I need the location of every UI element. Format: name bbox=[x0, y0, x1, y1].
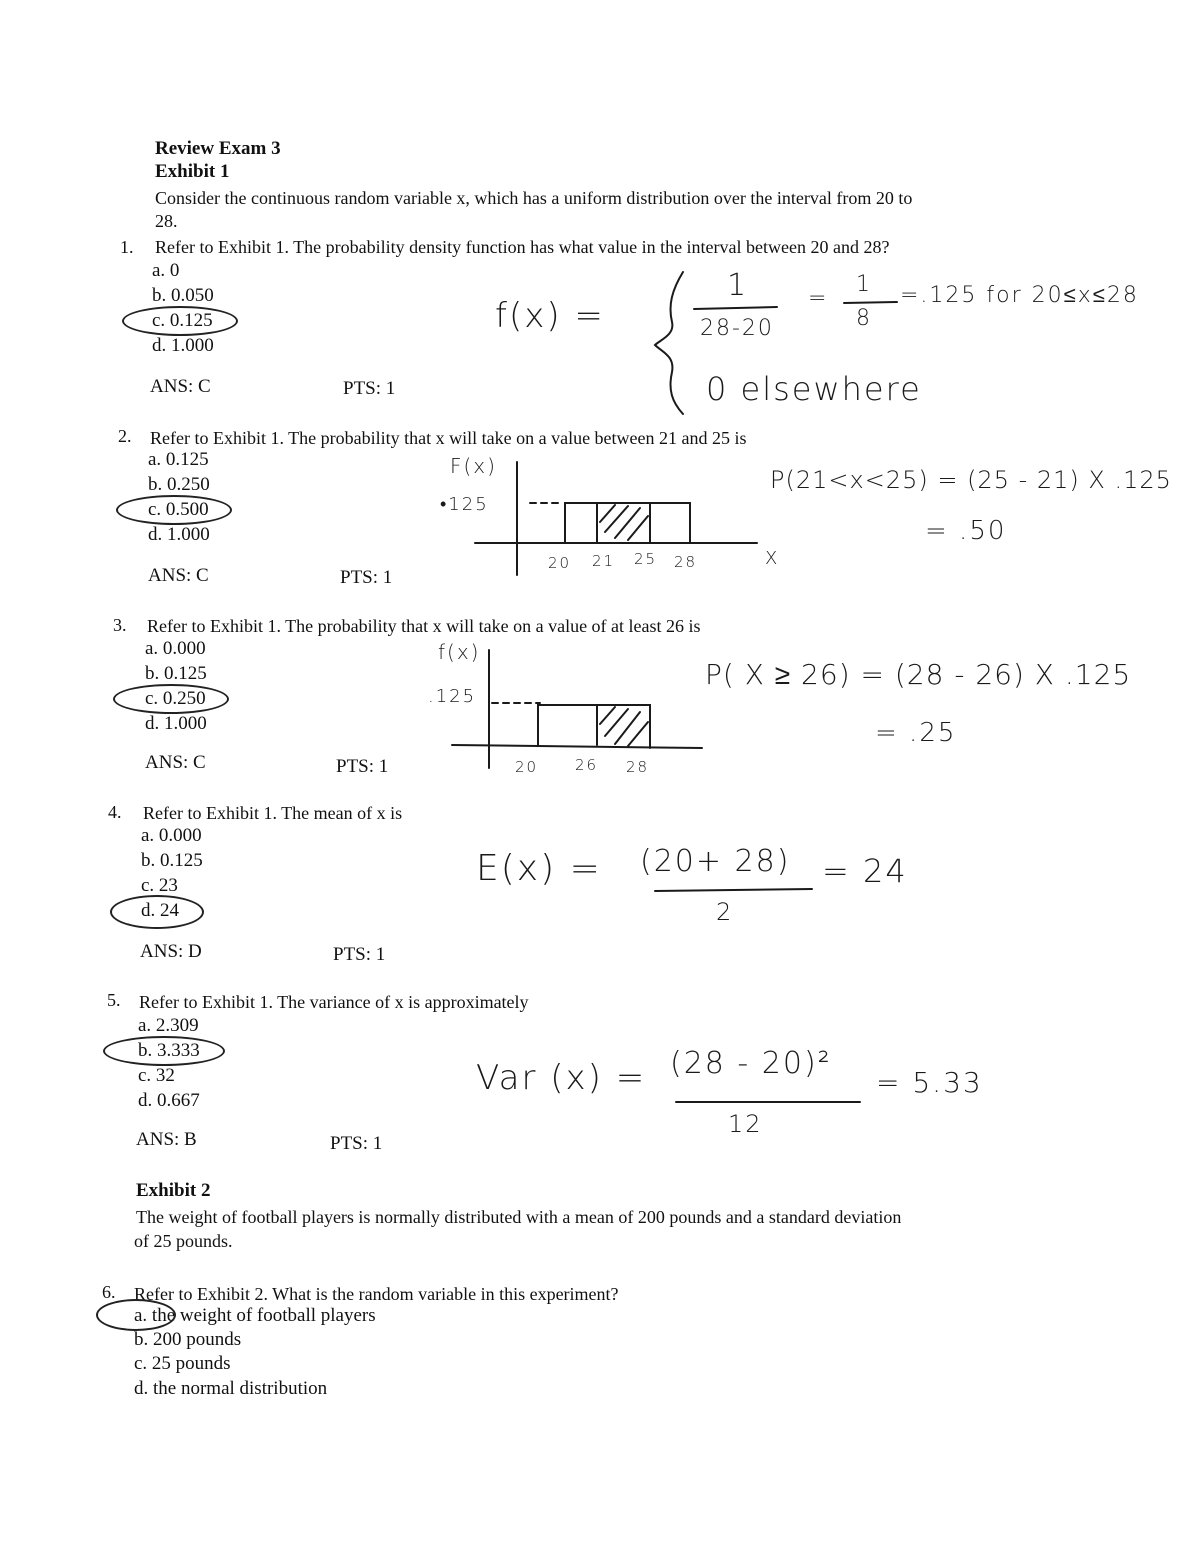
question-number: 2. bbox=[118, 426, 132, 446]
points: PTS: 1 bbox=[330, 1133, 383, 1154]
exhibit1-text-line2: 28. bbox=[155, 211, 178, 231]
hw-q5-result: = 5.33 bbox=[876, 1066, 983, 1099]
hw-q1-den2: 8 bbox=[856, 306, 872, 331]
hw-q3-tick-28: 28 bbox=[626, 758, 650, 776]
hw-q4-den: 2 bbox=[716, 898, 734, 926]
option-d: d. 1.000 bbox=[148, 524, 210, 545]
points: PTS: 1 bbox=[343, 378, 396, 399]
hw-q1-fx: f(x) = bbox=[495, 296, 605, 336]
hw-q3-tick-20: 20 bbox=[515, 758, 539, 776]
option-c: c. 23 bbox=[141, 875, 178, 896]
hw-q1-num2: 1 bbox=[856, 272, 872, 297]
points: PTS: 1 bbox=[333, 944, 386, 965]
points: PTS: 1 bbox=[340, 567, 393, 588]
answer-key: ANS: D bbox=[140, 941, 202, 962]
hw-q1-num: 1 bbox=[727, 268, 749, 303]
answer-key: ANS: C bbox=[148, 565, 209, 586]
hw-q4-fraction-bar bbox=[655, 889, 812, 891]
answer-key: ANS: B bbox=[136, 1129, 197, 1150]
exhibit2-label: Exhibit 2 bbox=[136, 1180, 211, 1201]
hw-q3-hatch bbox=[600, 707, 615, 724]
hw-q3-rect bbox=[538, 705, 650, 748]
hw-q1-else: 0 elsewhere bbox=[706, 370, 922, 408]
hw-q1-eq: = bbox=[808, 286, 829, 311]
question-text: Refer to Exhibit 1. The mean of x is bbox=[143, 803, 403, 823]
option-a: a. 2.309 bbox=[138, 1015, 199, 1036]
option-d: d. 0.667 bbox=[138, 1090, 200, 1111]
hw-q3-fx: f(x) bbox=[438, 640, 481, 664]
option-d: d. 1.000 bbox=[145, 713, 207, 734]
option-d: d. 1.000 bbox=[152, 335, 214, 356]
option-b: b. 0.050 bbox=[152, 285, 214, 306]
hw-q2-tick-20: 20 bbox=[548, 554, 572, 572]
option-a: a. 0.000 bbox=[145, 638, 206, 659]
option-b: b. 0.125 bbox=[141, 850, 203, 871]
hw-q4-ex: E(x) = bbox=[476, 848, 602, 889]
hw-q1-den: 28-20 bbox=[700, 316, 774, 341]
hw-q2-tick-25: 25 bbox=[634, 550, 658, 568]
option-a: a. the weight of football players bbox=[134, 1305, 376, 1326]
question-number: 1. bbox=[120, 237, 134, 257]
hw-q3-result: = .25 bbox=[875, 718, 957, 748]
hw-q5-num: (28 - 20)² bbox=[670, 1046, 832, 1081]
hw-q1-fraction-bar2 bbox=[844, 302, 897, 303]
hw-q3-prob: P( X ≥ 26) = (28 - 26) X .125 bbox=[705, 658, 1132, 691]
option-a: a. 0.125 bbox=[148, 449, 209, 470]
hw-q2-fx: F(x) bbox=[450, 454, 497, 478]
option-b: b. 0.125 bbox=[145, 663, 207, 684]
exhibit2-text-line2: of 25 pounds. bbox=[134, 1231, 233, 1251]
question-text: Refer to Exhibit 1. The probability density function has what value in the interval between 20 and 28? bbox=[155, 237, 890, 257]
exhibit1-text-line1: Consider the continuous random variable x, which has a uniform distribution over the interval from 20 to bbox=[155, 188, 913, 208]
question-text: Refer to Exhibit 2. What is the random variable in this experiment? bbox=[134, 1284, 619, 1304]
hw-q1-brace bbox=[655, 272, 683, 414]
hw-q2-hatch bbox=[615, 508, 640, 538]
question-number: 4. bbox=[108, 802, 122, 822]
option-c: c. 32 bbox=[138, 1065, 175, 1086]
hw-q3-hatch bbox=[615, 712, 640, 744]
question-text: Refer to Exhibit 1. The probability that x will take on a value between 21 and 25 is bbox=[150, 428, 747, 448]
option-a: a. 0 bbox=[152, 260, 180, 281]
option-c: c. 0.125 bbox=[152, 310, 213, 331]
option-d: d. the normal distribution bbox=[134, 1378, 328, 1399]
option-c: c. 0.250 bbox=[145, 688, 206, 709]
question-text: Refer to Exhibit 1. The variance of x is approximately bbox=[139, 992, 529, 1012]
points: PTS: 1 bbox=[336, 756, 389, 777]
hw-q1-result: =.125 for 20≤x≤28 bbox=[900, 283, 1139, 308]
hw-q5-den: 12 bbox=[728, 1110, 763, 1138]
hw-q4-result: = 24 bbox=[822, 852, 908, 890]
hw-q4-num: (20+ 28) bbox=[640, 844, 791, 879]
hw-q2-tick-28: 28 bbox=[674, 553, 698, 571]
question-number: 5. bbox=[107, 990, 121, 1010]
exhibit2-text-line1: The weight of football players is normally distributed with a mean of 200 pounds and a standard deviation bbox=[136, 1207, 902, 1227]
hw-q5-var: Var (x) = bbox=[476, 1058, 647, 1098]
option-c: c. 25 pounds bbox=[134, 1353, 231, 1374]
option-b: b. 3.333 bbox=[138, 1040, 200, 1061]
hw-q1-fraction-bar bbox=[694, 307, 777, 309]
option-d: d. 24 bbox=[141, 900, 179, 921]
question-number: 3. bbox=[113, 615, 127, 635]
hw-q2-xlabel: X bbox=[765, 548, 780, 569]
option-c: c. 0.500 bbox=[148, 499, 209, 520]
exhibit1-label: Exhibit 1 bbox=[155, 161, 230, 182]
hw-q2-height: •125 bbox=[440, 494, 489, 515]
hw-q2-hatch bbox=[600, 505, 615, 522]
hw-q3-height: .125 bbox=[428, 686, 477, 707]
page-title: Review Exam 3 bbox=[155, 138, 281, 159]
hw-q2-tick-21: 21 bbox=[592, 552, 616, 570]
question-number: 6. bbox=[102, 1282, 116, 1302]
option-b: b. 200 pounds bbox=[134, 1329, 242, 1350]
question-text: Refer to Exhibit 1. The probability that x will take on a value of at least 26 is bbox=[147, 616, 701, 636]
hw-q2-result: = .50 bbox=[925, 516, 1007, 546]
hw-q3-tick-26: 26 bbox=[575, 756, 599, 774]
hw-q2-prob: P(21<x<25) = (25 - 21) X .125 bbox=[770, 466, 1172, 494]
option-a: a. 0.000 bbox=[141, 825, 202, 846]
option-b: b. 0.250 bbox=[148, 474, 210, 495]
hw-q3-hatch bbox=[628, 722, 648, 746]
answer-key: ANS: C bbox=[145, 752, 206, 773]
answer-key: ANS: C bbox=[150, 376, 211, 397]
